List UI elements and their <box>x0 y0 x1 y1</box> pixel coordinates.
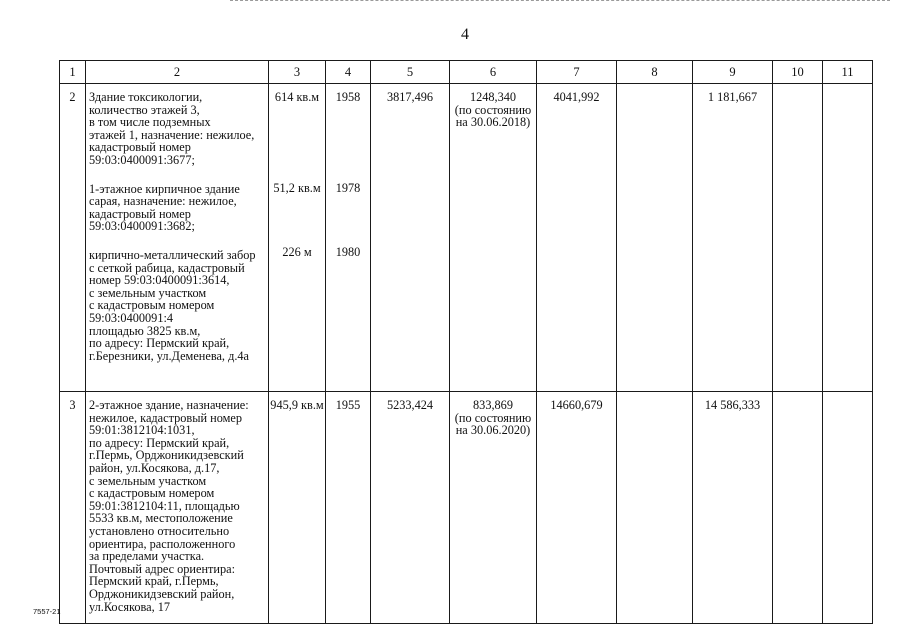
header-cell-7: 7 <box>537 61 617 84</box>
area-value: 945,9 кв.м <box>270 398 324 412</box>
header-cell-10: 10 <box>773 61 823 84</box>
header-cell-6: 6 <box>450 61 537 84</box>
row-number-cell <box>60 392 86 624</box>
col5-value: 3817,496 <box>386 90 434 104</box>
col6-note: (по состоянию <box>454 410 532 425</box>
col10-cell <box>773 392 823 624</box>
row-number: 3 <box>69 398 76 412</box>
scan-top-rule <box>230 0 890 1</box>
item-description: кирпично-металлический забор с сеткой рабица, кадастровый номер 59:03:0400091:3614, с земельным участком с кадастровым номером 59:03:0400091:4 площадью 3825 кв.м, по адресу: Пермский край, г.Березники, ул.Деменева, д.4а <box>89 247 256 363</box>
col9-cell <box>693 392 773 624</box>
header-cell-3: 3 <box>269 61 326 84</box>
area-value: 614 кв.м <box>274 90 320 104</box>
property-table <box>59 60 873 624</box>
year-value: 1980 <box>335 245 361 260</box>
col10-cell <box>773 84 823 392</box>
year-value: 1978 <box>335 180 361 195</box>
col5-value: 5233,424 <box>386 398 434 412</box>
page-number: 4 <box>461 26 469 43</box>
col6-value: 833,869 <box>473 398 513 412</box>
col7-cell <box>537 84 617 392</box>
table-row <box>60 392 873 624</box>
col6-note: на 30.06.2018) <box>455 115 531 130</box>
header-cell-9: 9 <box>693 61 773 84</box>
col6-note: на 30.06.2020) <box>455 423 531 438</box>
item-description: Здание токсикологии, количество этажей 3, в том числе подземных этажей 1, назначение: нежилое, кадастровый номер 59:03:0400091:3677; <box>89 90 255 167</box>
year-cell <box>326 84 371 392</box>
year-cell <box>326 392 371 624</box>
col8-cell <box>617 84 693 392</box>
col9-value: 1 181,667 <box>707 90 758 104</box>
col8-value <box>617 392 692 399</box>
col11-cell <box>823 392 873 624</box>
col7-value: 14660,679 <box>550 398 603 412</box>
col9-value: 14 586,333 <box>704 398 761 412</box>
area-cell <box>269 392 326 624</box>
col11-value <box>823 392 872 399</box>
header-cell-8: 8 <box>617 61 693 84</box>
col6-cell <box>450 392 537 624</box>
footer-document-code: 7557-21 <box>33 607 61 616</box>
row-number: 2 <box>69 90 76 104</box>
col5-cell <box>371 392 450 624</box>
area-value: 51,2 кв.м <box>273 180 321 195</box>
description-cell <box>86 392 269 624</box>
col5-cell <box>371 84 450 392</box>
header-cell-5: 5 <box>371 61 450 84</box>
row-number-cell <box>60 84 86 392</box>
header-cell-1: 1 <box>60 61 86 84</box>
col8-cell <box>617 392 693 624</box>
area-cell <box>269 84 326 392</box>
col7-value: 4041,992 <box>553 90 600 104</box>
table-row <box>60 84 873 392</box>
year-value: 1955 <box>335 398 361 412</box>
col10-value <box>773 84 822 91</box>
col6-cell <box>450 84 537 392</box>
col9-cell <box>693 84 773 392</box>
header-cell-4: 4 <box>326 61 371 84</box>
item-description: 2-этажное здание, назначение: нежилое, кадастровый номер 59:01:3812104:1031, по адресу: Пермский край, г.Пермь, Орджоникидзевский район, ул.Косякова, д.17, с земельным участком с кадастровым номером 59:01:3812104:11, площадью 5533 кв.м, местоположение установлено относительно ориентира, расположенного за пределами участка. Почтовый адрес ориентира: Пермский край, г.Пермь, Орджоникидзевский район, ул.Косякова, 17 <box>89 398 249 614</box>
col11-cell <box>823 84 873 392</box>
col7-cell <box>537 392 617 624</box>
item-description: 1-этажное кирпичное здание сарая, назначение: нежилое, кадастровый номер 59:03:0400091:3682; <box>89 181 240 234</box>
header-cell-2: 2 <box>86 61 269 84</box>
area-value: 226 м <box>282 245 312 260</box>
col6-note: (по состоянию <box>454 102 532 117</box>
header-cell-11: 11 <box>823 61 873 84</box>
col6-value: 1248,340 <box>469 90 517 104</box>
col10-value <box>773 392 822 399</box>
col8-value <box>617 84 692 91</box>
col11-value <box>823 84 872 91</box>
header-row <box>60 61 873 84</box>
description-cell <box>86 84 269 392</box>
year-value: 1958 <box>335 90 361 104</box>
